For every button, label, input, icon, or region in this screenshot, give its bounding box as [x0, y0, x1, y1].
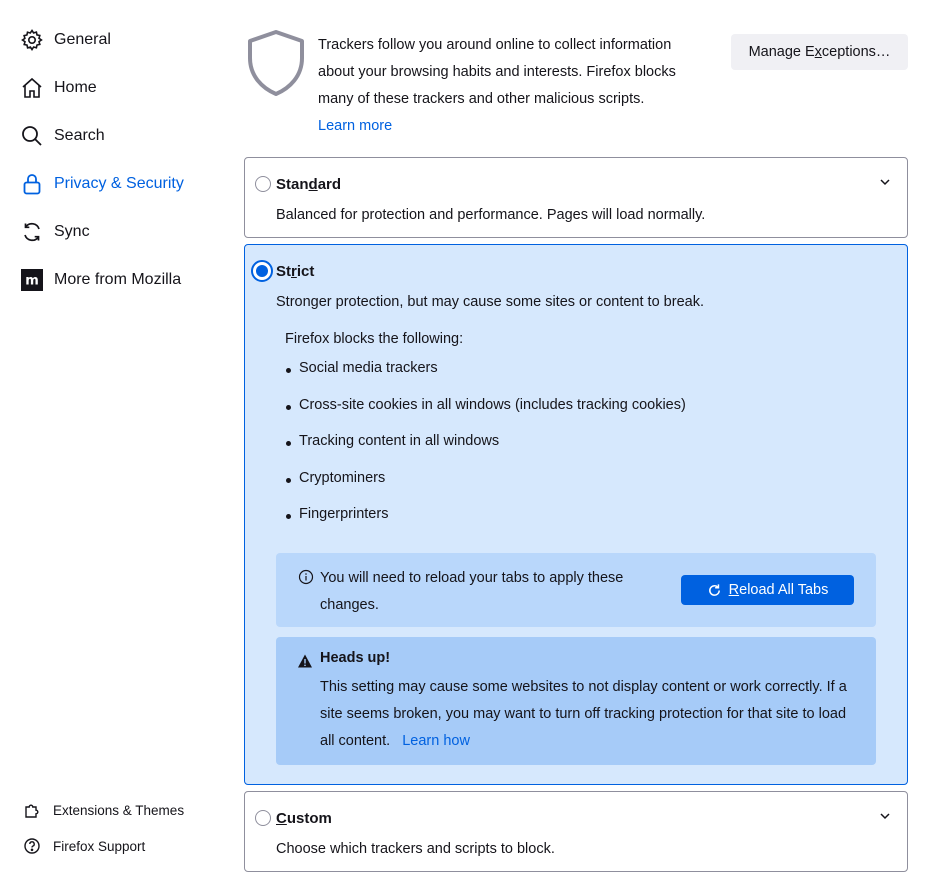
- gear-icon: [20, 28, 44, 52]
- shield-icon: [244, 28, 308, 98]
- learn-how-link[interactable]: Learn how: [402, 733, 470, 749]
- title-part: St: [276, 263, 291, 280]
- help-icon: [22, 836, 42, 856]
- title-part: ard: [317, 176, 342, 193]
- sidebar-item-general[interactable]: [20, 24, 111, 56]
- intro-text: Trackers follow you around online to collect information about your browsing habits and interests. Firefox blocks many of these trackers and other malicious scripts.: [318, 37, 676, 107]
- warning-title: Heads up!: [320, 650, 391, 666]
- sidebar-footer-label: Firefox Support: [53, 838, 146, 854]
- list-item: Cross-site cookies in all windows (includes tracking cookies): [285, 397, 686, 434]
- strict-option-card[interactable]: [244, 244, 908, 785]
- blocks-list: [285, 360, 686, 543]
- sidebar-item-label: Privacy & Security: [54, 175, 184, 192]
- reload-icon: [707, 583, 722, 598]
- sidebar-item-label: General: [54, 31, 111, 48]
- intro-description: [318, 32, 708, 140]
- custom-option-card[interactable]: [244, 791, 908, 872]
- access-key: C: [276, 810, 287, 827]
- list-item: Fingerprinters: [285, 506, 686, 543]
- sidebar-item-home[interactable]: [20, 72, 97, 104]
- home-icon: [20, 76, 44, 100]
- lock-icon: [20, 172, 44, 196]
- button-label-part: Manage E: [748, 44, 815, 60]
- button-label-part: eload All Tabs: [739, 582, 829, 598]
- search-icon: [20, 124, 44, 148]
- sidebar-item-label: Home: [54, 79, 97, 96]
- reload-notice-text: You will need to reload your tabs to apply these changes.: [320, 570, 624, 613]
- access-key: R: [728, 582, 740, 598]
- warning-icon: [297, 653, 313, 669]
- sidebar-footer-extensions-themes[interactable]: [22, 798, 184, 822]
- strict-title: [276, 263, 314, 280]
- custom-radio[interactable]: [255, 810, 271, 826]
- sidebar-item-search[interactable]: [20, 120, 105, 152]
- puzzle-icon: [22, 800, 42, 820]
- list-item: Social media trackers: [285, 360, 686, 397]
- title-part: Stan: [276, 176, 309, 193]
- manage-exceptions-button[interactable]: [731, 34, 908, 70]
- learn-more-link[interactable]: Learn more: [318, 118, 393, 134]
- sidebar-item-label: Sync: [54, 223, 90, 240]
- sidebar-item-more-from-mozilla[interactable]: [20, 264, 181, 296]
- tracking-protection-intro: [244, 28, 908, 143]
- reload-notice: [276, 553, 876, 627]
- standard-option-card[interactable]: [244, 157, 908, 238]
- custom-description: Choose which trackers and scripts to block.: [276, 841, 555, 857]
- info-icon: [298, 569, 314, 585]
- sidebar-item-label: More from Mozilla: [54, 271, 182, 288]
- title-part: ict: [296, 263, 315, 280]
- sidebar-footer-label: Extensions & Themes: [53, 802, 185, 818]
- list-item: Cryptominers: [285, 470, 686, 507]
- list-item: Tracking content in all windows: [285, 433, 686, 470]
- button-label-part: ceptions…: [821, 44, 891, 60]
- access-key: x: [814, 44, 822, 60]
- strict-radio[interactable]: [251, 260, 273, 282]
- strict-description: Stronger protection, but may cause some sites or content to break.: [276, 294, 704, 310]
- blocks-heading: Firefox blocks the following:: [285, 331, 464, 347]
- sidebar-item-privacy-security[interactable]: [20, 168, 184, 200]
- sidebar: [0, 0, 230, 883]
- sync-icon: [20, 220, 44, 244]
- svg-text:m: m: [25, 273, 39, 289]
- standard-title: [276, 176, 341, 193]
- heads-up-warning: [276, 637, 876, 765]
- standard-radio[interactable]: [255, 176, 271, 192]
- sidebar-footer-firefox-support[interactable]: [22, 834, 145, 858]
- sidebar-item-label: Search: [54, 127, 105, 144]
- standard-description: Balanced for protection and performance. Pages will load normally.: [276, 207, 706, 223]
- access-key: r: [291, 263, 297, 280]
- reload-all-tabs-button[interactable]: [681, 575, 854, 605]
- warning-text: [320, 674, 860, 755]
- custom-title: [276, 810, 332, 827]
- mozilla-icon: [20, 268, 44, 292]
- warning-message: This setting may cause some websites to not display content or work correctly. If a site seems broken, you may want to turn off tracking protection for that site to load all content.: [320, 679, 847, 749]
- chevron-down-icon[interactable]: [877, 808, 893, 824]
- sidebar-item-sync[interactable]: [20, 216, 90, 248]
- access-key: d: [308, 176, 318, 193]
- title-part: ustom: [286, 810, 332, 827]
- chevron-down-icon[interactable]: [877, 174, 893, 190]
